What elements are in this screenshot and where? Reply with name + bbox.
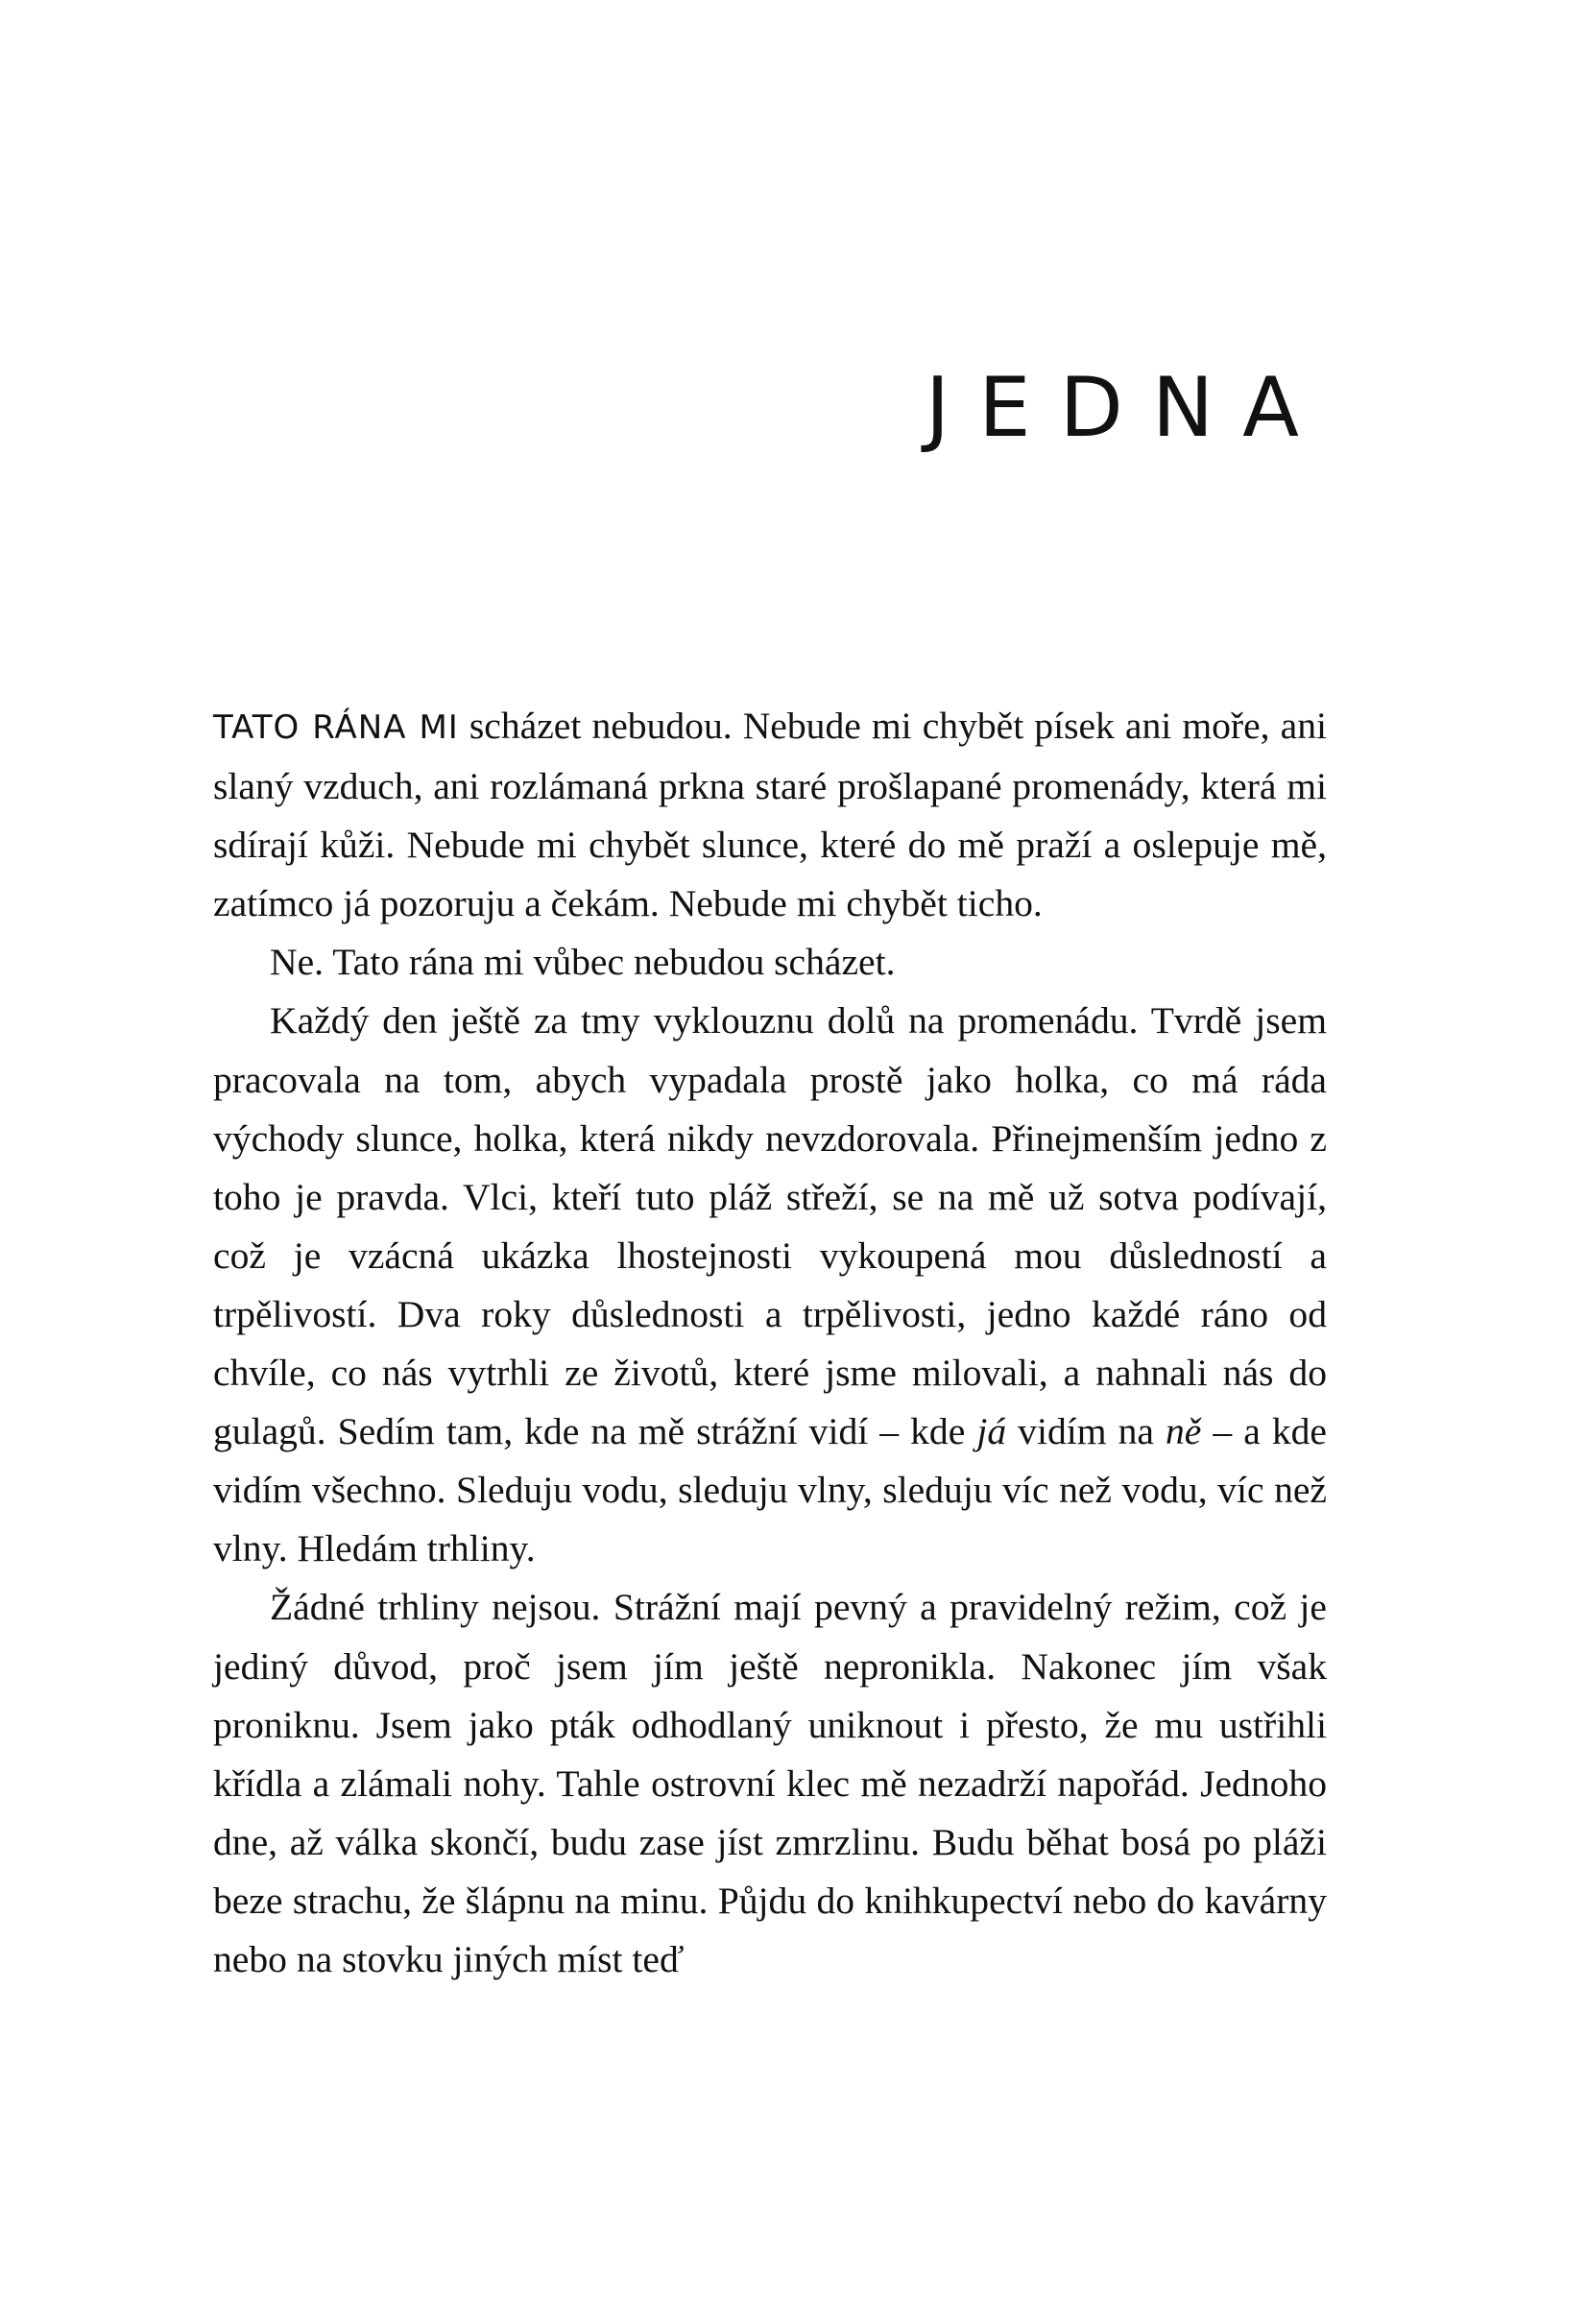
paragraph-1	[213, 697, 1327, 933]
italic-emphasis-ja: já	[976, 1410, 1007, 1453]
paragraph-1-text: scházet nebudou. Nebude mi chybět písek ani moře, ani slaný vzduch, ani rozlámaná prkna staré prošlapané promenády, která mi sdírají kůži. Nebude mi chybět slunce, které do mě praží a oslepuje mě, zatímco já pozoruju a čekám. Nebude mi chybět ticho.	[213, 705, 1327, 925]
opening-small-caps: TATO RÁNA MI	[213, 708, 459, 747]
chapter-title: JEDNA	[925, 360, 1328, 456]
paragraph-2: Ne. Tato rána mi vůbec nebudou scházet.	[270, 941, 896, 984]
paragraph-3-text-b: vidím na	[1006, 1410, 1166, 1453]
paragraph-4: Žádné trhliny nejsou. Strážní mají pevný a pravidelný režim, což je jediný důvod, proč jsem jím ještě nepronikla. Nakonec jím však proniknu. Jsem jako pták odhodlaný uniknout i přesto, že mu ustřihli křídla a zlámali nohy. Tahle ostrovní klec mě nezadrží napořád. Jednoho dne, až válka skončí, budu zase jíst zmrzlinu. Budu běhat bosá po pláži beze strachu, že šlápnu na minu. Půjdu do knihkupectví nebo do kavárny nebo na stovku jiných míst teď	[213, 1586, 1327, 1980]
italic-emphasis-ne: ně	[1165, 1410, 1202, 1453]
paragraph-3	[213, 992, 1327, 1578]
chapter-body	[213, 697, 1327, 1989]
paragraph-3-text-a: Každý den ještě za tmy vyklouznu dolů na promenádu. Tvrdě jsem pracovala na tom, abych vypadala prostě jako holka, co má ráda východy slunce, holka, která nikdy nevzdorovala. Přinejmenším jedno z toho je pravda. Vlci, kteří tuto pláž střeží, se na mě už sotva podívají, což je vzácná ukázka lhostejnosti vykoupená mou důsledností a trpělivostí. Dva roky důslednosti a trpělivosti, jedno každé ráno od chvíle, co nás vytrhli ze životů, které jsme milovali, a nahnali nás do gulagů. Sedím tam, kde na mě strážní vidí – kde	[213, 999, 1327, 1453]
paragraph-3-text-c: – a kde vidím všechno. Sleduju vodu, sleduju vlny, sleduju víc než vodu, víc než vlny. Hledám trhliny.	[213, 1410, 1327, 1570]
